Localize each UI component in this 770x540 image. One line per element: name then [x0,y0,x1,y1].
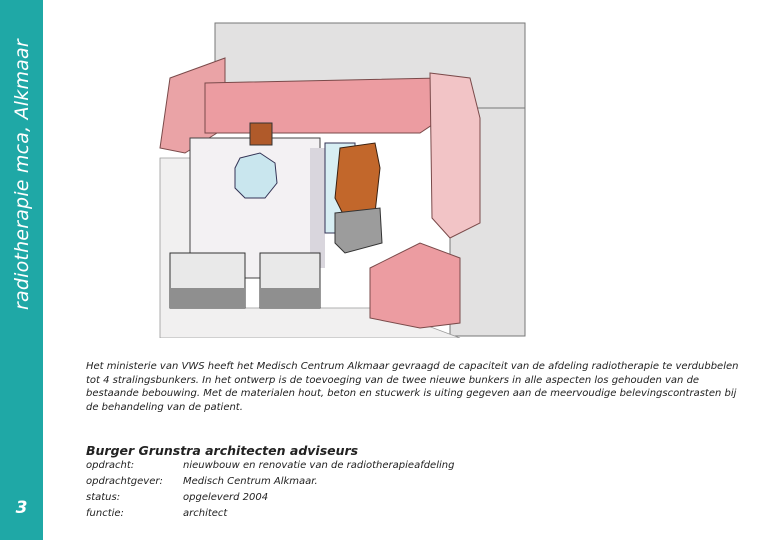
info-value: Medisch Centrum Alkmaar. [183,476,318,487]
octagon-element [235,153,277,198]
pink-wall-right [430,73,480,238]
architectural-sketch [150,18,540,338]
brown-bunker [335,143,380,218]
info-label: functie: [86,508,124,519]
grey-bunker-base [335,208,382,253]
info-row [86,508,454,524]
info-value: architect [183,508,228,519]
page-number: 3 [15,498,28,518]
floor-shadow [310,148,325,268]
info-label: opdrachtgever: [86,476,163,487]
info-label: opdracht: [86,460,135,471]
info-value: nieuwbouw en renovatie van de radiotherapieafdeling [183,460,455,471]
bunker-box-right-shade [260,288,320,308]
bunker-box-left-shade [170,288,245,308]
project-title: radiotherapie mca, Alkmaar [11,39,33,310]
description: Het ministerie van VWS heeft het Medisch Centrum Alkmaar gevraagd de capaciteit van de afdeling radiotherapie te verdubbelen tot 4 stralingsbunkers. In het ontwerp is de toevoeging van de twee nieuwe bunkers in alle aspecten los gehouden van de bestaande bebouwing. Met de materialen hout, beton en stucwerk is uiting gegeven aan de meervoudige belevingscontrasten bij de behandeling van de patient. [86,361,739,413]
info-row [86,460,454,476]
firm-name: Burger Grunstra architecten adviseurs [86,443,359,458]
info-row [86,492,454,508]
pink-roof-top [205,78,450,133]
sidebar [0,0,43,540]
info-value: opgeleverd 2004 [183,492,269,503]
small-brown-box [250,123,272,145]
info-row [86,476,454,492]
pink-block-bottom [370,243,460,328]
project-info [86,460,454,524]
info-label: status: [86,492,121,503]
